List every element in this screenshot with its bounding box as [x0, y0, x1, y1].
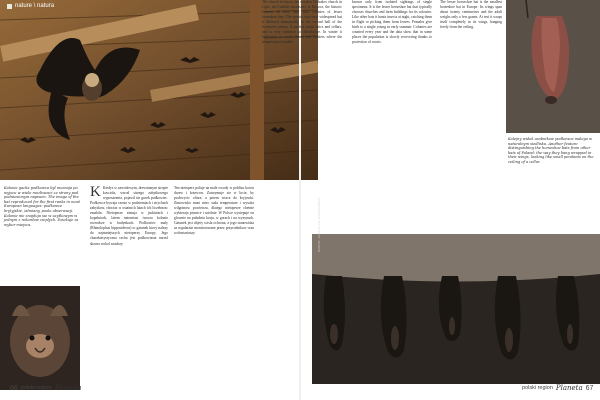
footer-left-text: polski region	[20, 385, 52, 391]
photo-credit: PHOTO: JAROSLAW WIECKOWSKI	[317, 197, 321, 252]
page-number-right: 67	[585, 384, 594, 392]
article-column-4	[352, 0, 432, 45]
footer-right-text: polski region	[522, 385, 553, 391]
column-2-text: Ten nietoperz poluje na male owady w poblizu koron drzew i krzewow. Zatrzymuje sie w locie, by pochwycic ofiare, a potem wraca do kryjowki. Zimowisko musi miec stala temperature i wysoka wilgotnosc powietrza, dlatego nietoperze chetnie wybieraja piwnice i sztolnie. W Polsce wystepuje on glownie na poludniu kraju, w gorach i na wyzynach. Gatunek jest objety scisla ochrona, a jego stanowiska sa regularnie monitorowane przez przyrodnikow oraz wolontariuszy.	[174, 186, 254, 236]
page-number-left: 66	[10, 384, 18, 392]
badge-square	[7, 4, 12, 9]
bat-colony-photo	[312, 234, 600, 384]
article-column-2	[174, 186, 254, 236]
section-label: nature \ natura	[15, 3, 55, 9]
hanging-bat-illustration	[506, 0, 600, 133]
article-column-5	[440, 0, 502, 30]
right-photo-caption: Kolejny widok osobnikow podkowca malego w naturalnym siedlisku. Another feature distinguishing the horseshoe bats from other bats of Poland: the way they hang wrapped in their wings, looking like small pendants on the ceiling of a cellar.	[508, 137, 594, 164]
column-4-text: known only from isolated sightings of single specimens. It is the lesser horseshoe bat that typically chooses churches and farm buildings for its colonies. Like other bats it hunts insects at night, catching them in flight or picking them from leaves. Females give birth to a single young in early summer. Colonies are counted every year and the data show that in some places the population is slowly recovering thanks to protection of roosts.	[352, 0, 432, 45]
footer-left	[10, 384, 81, 392]
article-column-3	[262, 0, 342, 45]
left-photo-caption: Kolonie gacka podkowca byl moznaja po wyjscu w wiele mozliwosci ze strony pod podniesionym napisem. The image of the bat reproduced for the first ranks in most European languages: podkowce brytyjskie, odmiany, poolo obserwacji. Kolonie nie znajduja sie w uzytkowym w jednym z rekordow cieplych. Dziekuje za wybor miejsca.	[4, 186, 80, 227]
bat-colony-illustration	[312, 234, 600, 384]
section-badge	[7, 3, 54, 9]
article-column-1	[90, 186, 168, 247]
bat-face-illustration	[0, 286, 80, 390]
footer-right	[522, 384, 593, 392]
column-1-text: Kiedys w zawodowym, drewnianym stropie kosciola, wsrod starego zabytkowego wyposazenia, pojawil sie gacek podkowiec. Podkowce bywaja czesto w podziemiach i strychach zabytkow, chociaz w ostatnich latach ich liczebnosc zmalala. Nietoperze zimuja w jaskiniach i kopalniach, latem natomiast tworza kolonie rozrodcze w budynkach. Podkowiec maly (Rhinolophus hipposideros) to gatunek ktory nalezy do najmniejszych nietoperzy Europy. Jego charakterystyczna cecha jest podkowiasta narosl skorna wokol nozdrzy.	[90, 186, 168, 246]
footer-left-brand: Planeta	[54, 384, 82, 392]
footer-right-brand: Planeta	[555, 384, 583, 392]
column-5-text: The lesser horseshoe bat is the smallest horseshoe bat in Europe. Its wings span about twenty centimetres and the adult weighs only a few grams. At rest it wraps itself completely in its wings, hanging freely from the ceiling.	[440, 0, 502, 30]
page-gutter	[299, 0, 301, 400]
hanging-bat-photo	[506, 0, 600, 133]
column-3-text: The church in Jawor, the wooden Orthodox church in Lipie, the Catholic monastery in Bieszcz, the historic fortress all have their own colonies of lesser horseshoe bats. The species was once widespread but it declined dramatically in the second half of the twentieth century. It prefers warm attics and cellars, and is very sensitive to disturbance. In winter it hibernates in caves, mines and bunkers where the temperature is stable.	[262, 0, 342, 45]
dropcap: K	[90, 184, 101, 200]
bat-face-photo	[0, 286, 80, 390]
